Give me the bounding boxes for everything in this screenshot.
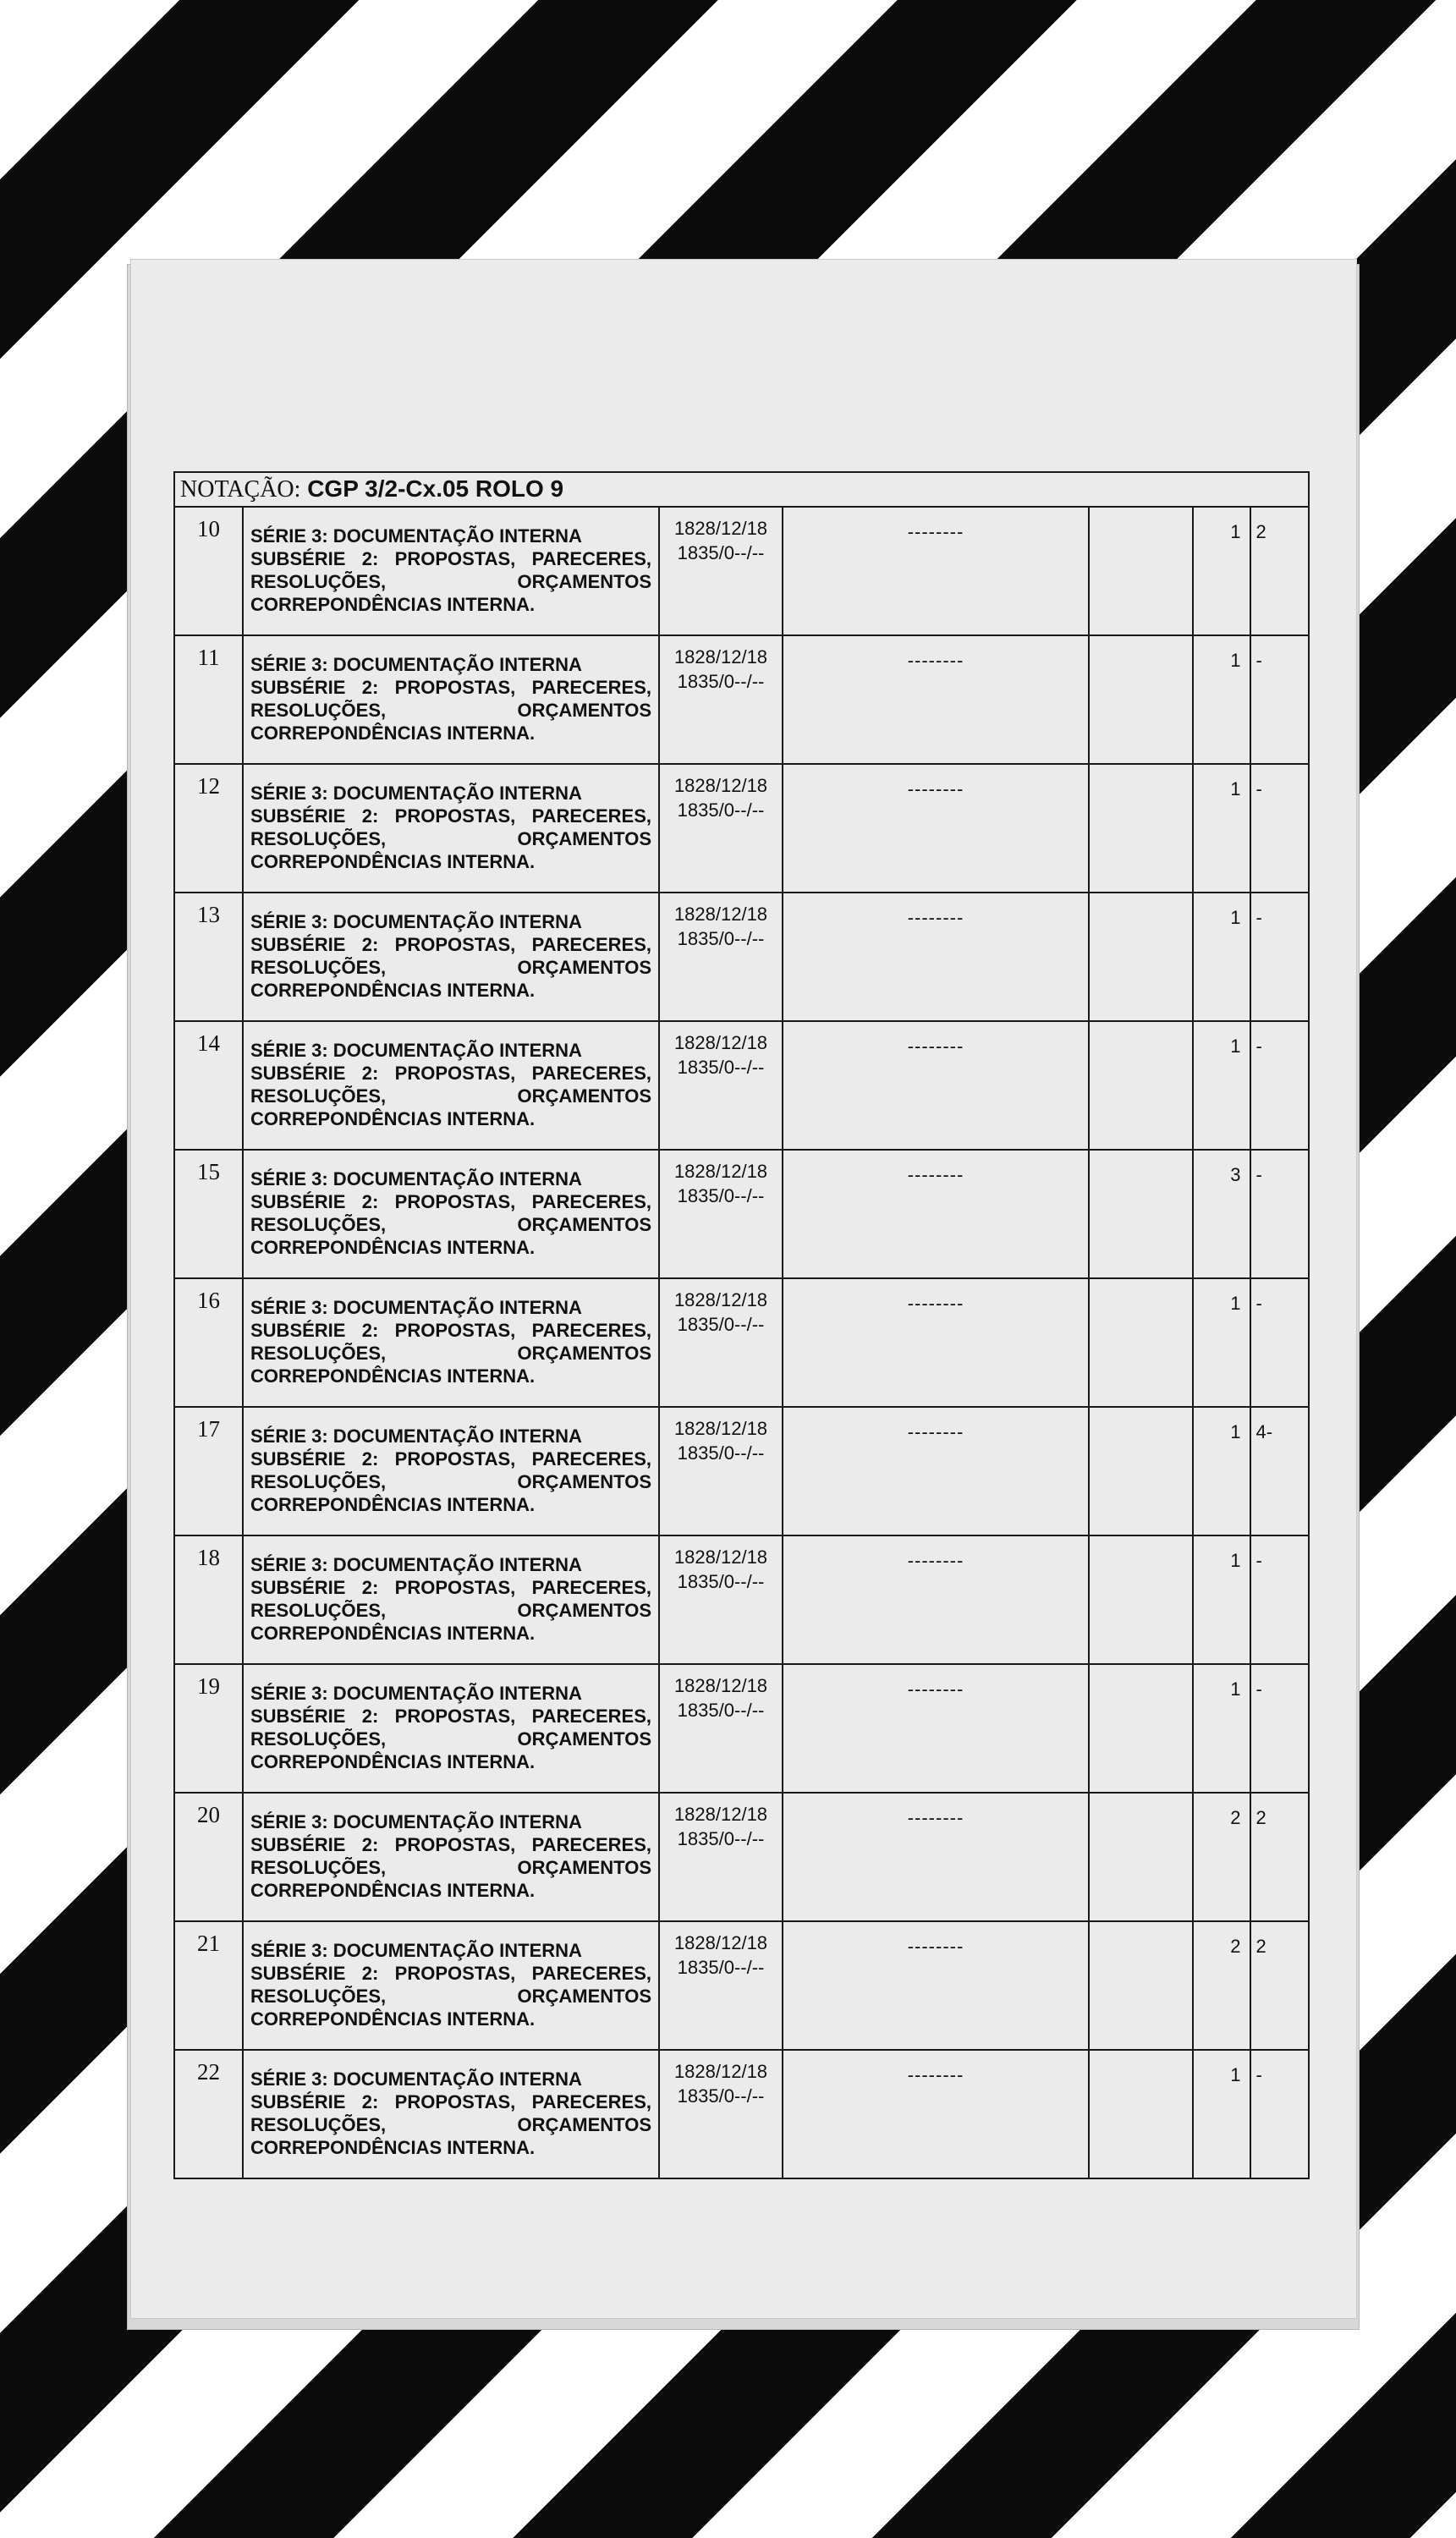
description-line: CORREPONDÊNCIAS INTERNA.	[250, 1880, 536, 1901]
description-line: RESOLUÇÕES, ORÇAMENTOS	[250, 571, 651, 592]
count-cell	[1193, 1150, 1309, 1278]
empty-cell	[1089, 1407, 1193, 1535]
count-value-1: 1	[1194, 2051, 1251, 2178]
table-row	[174, 1407, 1309, 1535]
empty-cell	[1089, 1021, 1193, 1150]
notation-title	[174, 472, 1309, 507]
end-date: 1835/0--/--	[677, 1057, 765, 1078]
start-date: 1828/12/18	[673, 1418, 768, 1439]
serie-label: SÉRIE 3: DOCUMENTAÇÃO INTERNA	[250, 1426, 582, 1447]
item-number: 19	[174, 1664, 243, 1793]
count-value-2: 2	[1255, 521, 1266, 542]
description-line: CORREPONDÊNCIAS INTERNA.	[250, 1494, 536, 1515]
subserie-label: SUBSÉRIE 2: PROPOSTAS, PARECERES,	[250, 1191, 651, 1212]
count-value-1: 1	[1194, 508, 1251, 634]
subserie-label: SUBSÉRIE 2: PROPOSTAS, PARECERES,	[250, 677, 651, 698]
description-line: RESOLUÇÕES, ORÇAMENTOS	[250, 1857, 651, 1878]
end-date: 1835/0--/--	[677, 799, 765, 821]
document-page	[130, 259, 1357, 2319]
description-line: CORREPONDÊNCIAS INTERNA.	[250, 1108, 536, 1129]
table-row	[174, 764, 1309, 893]
item-description	[243, 1150, 659, 1278]
placeholder-dashes: --------	[783, 764, 1089, 893]
subserie-label: SUBSÉRIE 2: PROPOSTAS, PARECERES,	[250, 2091, 651, 2112]
subserie-label: SUBSÉRIE 2: PROPOSTAS, PARECERES,	[250, 934, 651, 955]
count-cell	[1193, 2050, 1309, 2178]
empty-cell	[1089, 1535, 1193, 1664]
item-description	[243, 1921, 659, 2050]
count-cell	[1193, 1921, 1309, 2050]
count-value-2: -	[1255, 1036, 1262, 1057]
subserie-label: SUBSÉRIE 2: PROPOSTAS, PARECERES,	[250, 1577, 651, 1598]
end-date: 1835/0--/--	[677, 1957, 765, 1978]
item-number: 22	[174, 2050, 243, 2178]
serie-label: SÉRIE 3: DOCUMENTAÇÃO INTERNA	[250, 1168, 582, 1189]
subserie-label: SUBSÉRIE 2: PROPOSTAS, PARECERES,	[250, 1320, 651, 1341]
item-number: 20	[174, 1793, 243, 1921]
count-cell	[1193, 635, 1309, 764]
start-date: 1828/12/18	[673, 775, 768, 796]
end-date: 1835/0--/--	[677, 1185, 765, 1206]
subserie-label: SUBSÉRIE 2: PROPOSTAS, PARECERES,	[250, 548, 651, 569]
empty-cell	[1089, 1664, 1193, 1793]
item-number: 10	[174, 507, 243, 635]
description-line: CORREPONDÊNCIAS INTERNA.	[250, 722, 536, 744]
count-cell	[1193, 1793, 1309, 1921]
subserie-label: SUBSÉRIE 2: PROPOSTAS, PARECERES,	[250, 1063, 651, 1084]
count-cell	[1193, 1664, 1309, 1793]
serie-label: SÉRIE 3: DOCUMENTAÇÃO INTERNA	[250, 1297, 582, 1318]
count-value-2: -	[1255, 1164, 1262, 1185]
title-row	[174, 472, 1309, 507]
end-date: 1835/0--/--	[677, 928, 765, 949]
placeholder-dashes: --------	[783, 1921, 1089, 2050]
serie-label: SÉRIE 3: DOCUMENTAÇÃO INTERNA	[250, 2068, 582, 2090]
table-row	[174, 1921, 1309, 2050]
table-row	[174, 1664, 1309, 1793]
empty-cell	[1089, 1278, 1193, 1407]
start-date: 1828/12/18	[673, 1804, 768, 1825]
item-description	[243, 2050, 659, 2178]
end-date: 1835/0--/--	[677, 2085, 765, 2107]
count-value-1: 1	[1194, 1536, 1251, 1663]
placeholder-dashes: --------	[783, 507, 1089, 635]
count-value-2: -	[1255, 1293, 1262, 1314]
count-value-2: -	[1255, 778, 1262, 799]
table-row	[174, 1278, 1309, 1407]
end-date: 1835/0--/--	[677, 671, 765, 692]
date-range	[659, 1921, 783, 2050]
count-cell	[1193, 1278, 1309, 1407]
description-line: RESOLUÇÕES, ORÇAMENTOS	[250, 1214, 651, 1235]
date-range	[659, 635, 783, 764]
date-range	[659, 1150, 783, 1278]
count-value-2: 2	[1255, 1936, 1266, 1957]
description-line: RESOLUÇÕES, ORÇAMENTOS	[250, 828, 651, 849]
placeholder-dashes: --------	[783, 1793, 1089, 1921]
item-number: 13	[174, 893, 243, 1021]
count-value-1: 2	[1194, 1922, 1251, 2049]
table-row	[174, 1021, 1309, 1150]
subserie-label: SUBSÉRIE 2: PROPOSTAS, PARECERES,	[250, 1963, 651, 1984]
count-value-2: -	[1255, 650, 1262, 671]
date-range	[659, 2050, 783, 2178]
placeholder-dashes: --------	[783, 893, 1089, 1021]
item-description	[243, 1664, 659, 1793]
start-date: 1828/12/18	[673, 518, 768, 539]
description-line: RESOLUÇÕES, ORÇAMENTOS	[250, 1728, 651, 1750]
count-cell	[1193, 1021, 1309, 1150]
item-number: 17	[174, 1407, 243, 1535]
item-number: 21	[174, 1921, 243, 2050]
start-date: 1828/12/18	[673, 1546, 768, 1568]
table-row	[174, 893, 1309, 1021]
item-number: 14	[174, 1021, 243, 1150]
date-range	[659, 1021, 783, 1150]
date-range	[659, 1793, 783, 1921]
placeholder-dashes: --------	[783, 1150, 1089, 1278]
count-value-1: 1	[1194, 1665, 1251, 1792]
item-description	[243, 1278, 659, 1407]
start-date: 1828/12/18	[673, 904, 768, 925]
inventory-table	[173, 471, 1310, 2179]
placeholder-dashes: --------	[783, 635, 1089, 764]
end-date: 1835/0--/--	[677, 1442, 765, 1464]
date-range	[659, 1664, 783, 1793]
table-row	[174, 1150, 1309, 1278]
placeholder-dashes: --------	[783, 1664, 1089, 1793]
table-row	[174, 1535, 1309, 1664]
description-line: RESOLUÇÕES, ORÇAMENTOS	[250, 1471, 651, 1492]
count-cell	[1193, 764, 1309, 893]
empty-cell	[1089, 1793, 1193, 1921]
item-description	[243, 1021, 659, 1150]
count-value-1: 3	[1194, 1151, 1251, 1277]
empty-cell	[1089, 507, 1193, 635]
empty-cell	[1089, 1150, 1193, 1278]
serie-label: SÉRIE 3: DOCUMENTAÇÃO INTERNA	[250, 1040, 582, 1061]
count-value-1: 1	[1194, 1022, 1251, 1149]
start-date: 1828/12/18	[673, 646, 768, 667]
count-value-2: -	[1255, 2064, 1262, 2085]
description-line: RESOLUÇÕES, ORÇAMENTOS	[250, 1343, 651, 1364]
serie-label: SÉRIE 3: DOCUMENTAÇÃO INTERNA	[250, 1683, 582, 1704]
description-line: CORREPONDÊNCIAS INTERNA.	[250, 1623, 536, 1644]
count-value-2: -	[1255, 1550, 1262, 1571]
count-cell	[1193, 1407, 1309, 1535]
placeholder-dashes: --------	[783, 2050, 1089, 2178]
item-number: 11	[174, 635, 243, 764]
serie-label: SÉRIE 3: DOCUMENTAÇÃO INTERNA	[250, 1554, 582, 1575]
placeholder-dashes: --------	[783, 1535, 1089, 1664]
placeholder-dashes: --------	[783, 1278, 1089, 1407]
date-range	[659, 764, 783, 893]
serie-label: SÉRIE 3: DOCUMENTAÇÃO INTERNA	[250, 525, 582, 547]
item-description	[243, 507, 659, 635]
empty-cell	[1089, 1921, 1193, 2050]
table-body	[174, 507, 1309, 2178]
description-line: CORREPONDÊNCIAS INTERNA.	[250, 594, 536, 615]
description-line: RESOLUÇÕES, ORÇAMENTOS	[250, 957, 651, 978]
date-range	[659, 1535, 783, 1664]
placeholder-dashes: --------	[783, 1407, 1089, 1535]
description-line: CORREPONDÊNCIAS INTERNA.	[250, 851, 536, 872]
description-line: RESOLUÇÕES, ORÇAMENTOS	[250, 1600, 651, 1621]
serie-label: SÉRIE 3: DOCUMENTAÇÃO INTERNA	[250, 911, 582, 932]
count-value-1: 1	[1194, 636, 1251, 763]
date-range	[659, 507, 783, 635]
table-row	[174, 1793, 1309, 1921]
start-date: 1828/12/18	[673, 1289, 768, 1310]
empty-cell	[1089, 893, 1193, 1021]
count-value-2: -	[1255, 1678, 1262, 1700]
start-date: 1828/12/18	[673, 1932, 768, 1953]
item-number: 12	[174, 764, 243, 893]
end-date: 1835/0--/--	[677, 1571, 765, 1592]
description-line: RESOLUÇÕES, ORÇAMENTOS	[250, 1085, 651, 1107]
item-number: 16	[174, 1278, 243, 1407]
item-description	[243, 1793, 659, 1921]
date-range	[659, 1278, 783, 1407]
item-description	[243, 1535, 659, 1664]
description-line: RESOLUÇÕES, ORÇAMENTOS	[250, 700, 651, 721]
description-line: RESOLUÇÕES, ORÇAMENTOS	[250, 2114, 651, 2135]
start-date: 1828/12/18	[673, 1675, 768, 1696]
date-range	[659, 1407, 783, 1535]
count-value-1: 1	[1194, 893, 1251, 1020]
serie-label: SÉRIE 3: DOCUMENTAÇÃO INTERNA	[250, 654, 582, 675]
item-number: 15	[174, 1150, 243, 1278]
notation-label: NOTAÇÃO:	[180, 476, 301, 503]
end-date: 1835/0--/--	[677, 542, 765, 563]
table-row	[174, 635, 1309, 764]
item-description	[243, 1407, 659, 1535]
placeholder-dashes: --------	[783, 1021, 1089, 1150]
subserie-label: SUBSÉRIE 2: PROPOSTAS, PARECERES,	[250, 1448, 651, 1470]
count-cell	[1193, 507, 1309, 635]
date-range	[659, 893, 783, 1021]
count-value-2: 4-	[1255, 1421, 1273, 1442]
description-line: CORREPONDÊNCIAS INTERNA.	[250, 1365, 536, 1387]
count-value-2: 2	[1255, 1807, 1266, 1828]
empty-cell	[1089, 2050, 1193, 2178]
count-value-2: -	[1255, 907, 1262, 928]
count-value-1: 1	[1194, 1279, 1251, 1406]
count-value-1: 1	[1194, 765, 1251, 892]
empty-cell	[1089, 764, 1193, 893]
subserie-label: SUBSÉRIE 2: PROPOSTAS, PARECERES,	[250, 805, 651, 827]
count-value-1: 2	[1194, 1794, 1251, 1920]
serie-label: SÉRIE 3: DOCUMENTAÇÃO INTERNA	[250, 1940, 582, 1961]
table-row	[174, 2050, 1309, 2178]
count-value-1: 1	[1194, 1408, 1251, 1535]
subserie-label: SUBSÉRIE 2: PROPOSTAS, PARECERES,	[250, 1706, 651, 1727]
subserie-label: SUBSÉRIE 2: PROPOSTAS, PARECERES,	[250, 1834, 651, 1855]
description-line: CORREPONDÊNCIAS INTERNA.	[250, 2137, 536, 2158]
notation-code: CGP 3/2-Cx.05 ROLO 9	[307, 475, 564, 502]
count-cell	[1193, 1535, 1309, 1664]
item-description	[243, 635, 659, 764]
description-line: CORREPONDÊNCIAS INTERNA.	[250, 1751, 536, 1772]
count-cell	[1193, 893, 1309, 1021]
start-date: 1828/12/18	[673, 1161, 768, 1182]
item-description	[243, 893, 659, 1021]
start-date: 1828/12/18	[673, 1032, 768, 1053]
description-line: CORREPONDÊNCIAS INTERNA.	[250, 2008, 536, 2030]
description-line: RESOLUÇÕES, ORÇAMENTOS	[250, 1986, 651, 2007]
end-date: 1835/0--/--	[677, 1314, 765, 1335]
description-line: CORREPONDÊNCIAS INTERNA.	[250, 1237, 536, 1258]
item-description	[243, 764, 659, 893]
item-number: 18	[174, 1535, 243, 1664]
end-date: 1835/0--/--	[677, 1828, 765, 1849]
serie-label: SÉRIE 3: DOCUMENTAÇÃO INTERNA	[250, 783, 582, 804]
description-line: CORREPONDÊNCIAS INTERNA.	[250, 980, 536, 1001]
table-row	[174, 507, 1309, 635]
serie-label: SÉRIE 3: DOCUMENTAÇÃO INTERNA	[250, 1811, 582, 1832]
empty-cell	[1089, 635, 1193, 764]
start-date: 1828/12/18	[673, 2061, 768, 2082]
end-date: 1835/0--/--	[677, 1700, 765, 1721]
